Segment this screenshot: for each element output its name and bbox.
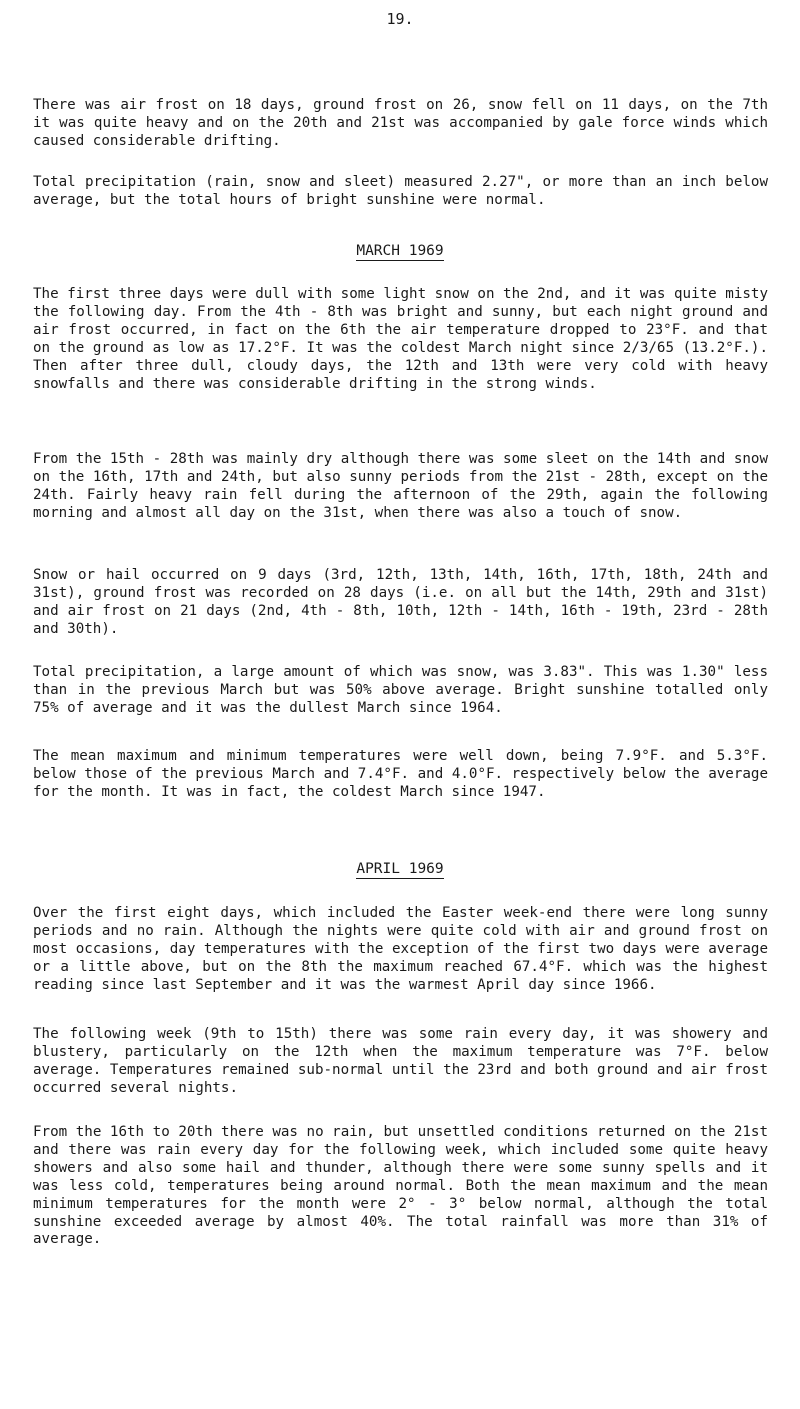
- february-frost-paragraph: There was air frost on 18 days, ground frost on 26, snow fell on 11 days, on the 7th it was quite heavy and on the 20th and 21st was accompanied by gale force winds which caused considerable drifting.: [33, 97, 768, 149]
- march-heading-text: MARCH 1969: [356, 243, 444, 259]
- page-number: 19.: [386, 10, 414, 28]
- april-late-paragraph: From the 16th to 20th there was no rain, but unsettled conditions returned on the 21st and there was rain every day for the following week, which included some quite heavy showers and also some hail and thunder, although there were some sunny spells and it was less cold, temperatures being around normal. Both the mean maximum and the mean minimum temperatures for the month were 2° - 3° below normal, although the total sunshine exceeded average by almost 40%. The total rainfall was more than 31% of average.: [33, 1124, 768, 1248]
- march-early-paragraph: The first three days were dull with some light snow on the 2nd, and it was quite misty the following day. From the 4th - 8th was bright and sunny, but each night ground and air frost occurred, in fact on the 6th the air temperature dropped to 23°F. and that on the ground as low as 17.2°F. It was the coldest March night since 2/3/65 (13.2°F.). Then after three dull, cloudy days, the 12th and 13th were very cold with heavy snowfalls and there was considerable drifting in the strong winds.: [33, 286, 768, 392]
- february-precipitation-paragraph: Total precipitation (rain, snow and sleet) measured 2.27", or more than an inch below average, but the total hours of bright sunshine were normal.: [33, 174, 768, 208]
- march-mid-paragraph: From the 15th - 28th was mainly dry although there was some sleet on the 14th and snow on the 16th, 17th and 24th, but also sunny periods from the 21st - 28th, except on the 24th. Fairly heavy rain fell during the afternoon of the 29th, again the following morning and almost all day on the 31st, when there was also a touch of snow.: [33, 451, 768, 521]
- march-frost-days-paragraph: Snow or hail occurred on 9 days (3rd, 12th, 13th, 14th, 16th, 17th, 18th, 24th and 31st), ground frost was recorded on 28 days (i.e. on all but the 14th, 29th and 31st) and air frost on 21 days (2nd, 4th - 8th, 10th, 12th - 14th, 16th - 19th, 23rd - 28th and 30th).: [33, 567, 768, 637]
- march-heading: [0, 243, 800, 261]
- april-heading-text: APRIL 1969: [356, 861, 444, 877]
- april-heading: [0, 861, 800, 879]
- march-precipitation-paragraph: Total precipitation, a large amount of which was snow, was 3.83". This was 1.30" less than in the previous March but was 50% above average. Bright sunshine totalled only 75% of average and it was the dullest March since 1964.: [33, 664, 768, 716]
- march-temperature-paragraph: The mean maximum and minimum temperatures were well down, being 7.9°F. and 5.3°F. below those of the previous March and 7.4°F. and 4.0°F. respectively below the average for the month. It was in fact, the coldest March since 1947.: [33, 748, 768, 800]
- april-mid-paragraph: The following week (9th to 15th) there was some rain every day, it was showery and blustery, particularly on the 12th when the maximum temperature was 7°F. below average. Temperatures remained sub-normal until the 23rd and both ground and air frost occurred several nights.: [33, 1026, 768, 1096]
- april-early-paragraph: Over the first eight days, which included the Easter week-end there were long sunny periods and no rain. Although the nights were quite cold with air and ground frost on most occasions, day temperatures with the exception of the first two days were average or a little above, but on the 8th the maximum reached 67.4°F. which was the highest reading since last September and it was the warmest April day since 1966.: [33, 905, 768, 993]
